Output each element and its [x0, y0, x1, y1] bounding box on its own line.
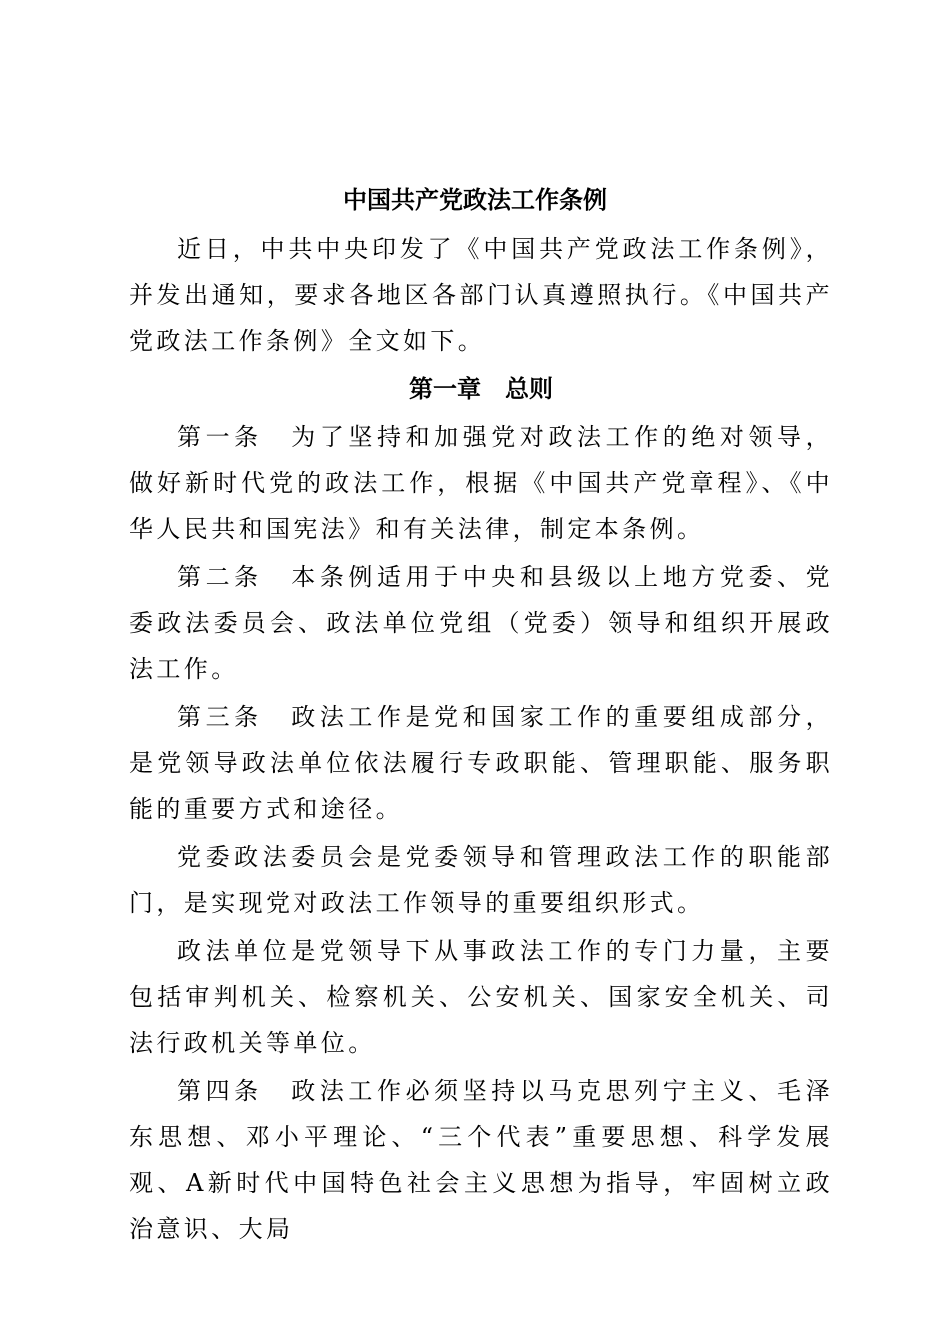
body-paragraph: 党委政法委员会是党委领导和管理政法工作的职能部门，是实现党对政法工作领导的重要组织形式。 — [129, 843, 833, 917]
intro-paragraph: 近日，中共中央印发了《中国共产党政法工作条例》，并发出通知，要求各地区各部门认真遵照执行。《中国共产党政法工作条例》全文如下。 — [129, 235, 833, 355]
article-paragraph: 第二条 本条例适用于中央和县级以上地方党委、党委政法委员会、政法单位党组（党委）领导和组织开展政法工作。 — [129, 563, 833, 683]
document-title: 中国共产党政法工作条例 — [343, 185, 607, 214]
article-paragraph: 第一条 为了坚持和加强党对政法工作的绝对领导，做好新时代党的政法工作，根据《中国共产党章程》、《中华人民共和国宪法》和有关法律，制定本条例。 — [129, 423, 833, 543]
article-paragraph: 第四条 政法工作必须坚持以马克思列宁主义、毛泽东思想、邓小平理论、“三个代表”重要思想、科学发展观、A新时代中国特色社会主义思想为指导，牢固树立政治意识、大局 — [129, 1077, 833, 1243]
body-paragraph: 政法单位是党领导下从事政法工作的专门力量，主要包括审判机关、检察机关、公安机关、国家安全机关、司法行政机关等单位。 — [129, 937, 833, 1057]
article-paragraph: 第三条 政法工作是党和国家工作的重要组成部分，是党领导政法单位依法履行专政职能、管理职能、服务职能的重要方式和途径。 — [129, 703, 833, 823]
document-body — [129, 226, 833, 1252]
chapter-heading: 第一章 总则 — [409, 374, 553, 403]
